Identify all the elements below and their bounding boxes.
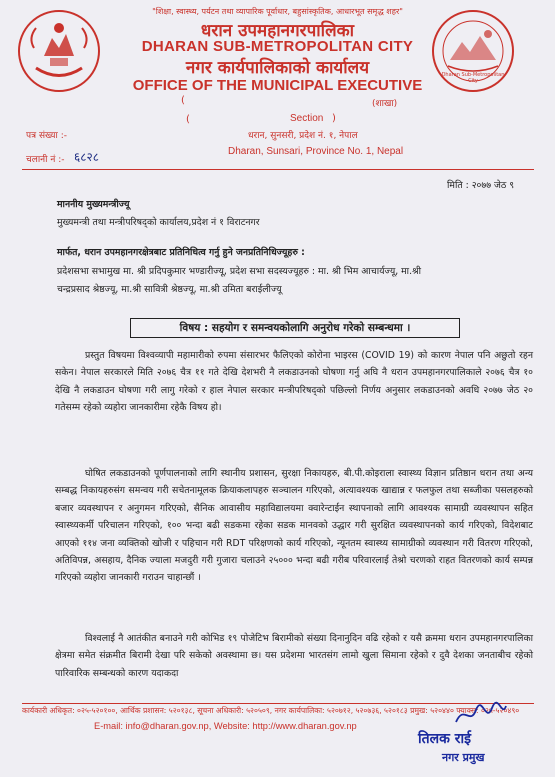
section-en: Section: [290, 113, 324, 124]
signatory-name: तिलक राई: [418, 731, 471, 747]
salutation: माननीय मुख्यमन्त्रीज्यू: [57, 199, 130, 210]
signatory-title: नगर प्रमुख: [442, 751, 485, 764]
paragraph-1: प्रस्तुत विषयमा विश्वव्यापी महामारीको रुपमा संसारभर फैलिएको कोरोना भाइरस (COVID 19) को कारण नेपाल पनि अछुतो रहन सकेन। नेपाल सरकारले मिति २०७६ चैत्र ११ गते देखि देशभरी नै लकडाउनको घोषणा गर्नु अघि नै धरान उपमहानगरपालिकाले २०७६ चैत्र १० देखि नै लकडाउन घोषणा गरी लागु गरेको र हाल नेपाल सरकार मन्त्रीपरिषद्को पछिल्लो निर्णय अनुसार लकडाउनको अवधि २०७७ जेठ २० गतेसम्म रहेको व्यहोरा जानकारीमा रहेकै विषय हो।: [55, 350, 533, 414]
org-name-en: DHARAN SUB-METROPOLITAN CITY: [141, 38, 414, 55]
representatives-line-1: प्रदेशसभा सभामुख मा. श्री प्रदिपकुमार भण्डारीज्यू, प्रदेश सभा सदस्यज्यूहरु : मा. श्री भिम आचार्यज्यू, मा.श्री: [57, 266, 422, 277]
letter-date: मिति : २०७७ जेठ ९: [447, 180, 515, 191]
header-slogan: "शिक्षा, स्वास्थ्य, पर्यटन तथा व्यापारिक पूर्वाधार, बहुसांस्कृतिक, आधारभूत समृद्ध शहर": [152, 7, 403, 16]
patra-sankhya-label: पत्र संख्या :-: [26, 131, 67, 141]
address-np: धरान, सुनसरी, प्रदेश नं. १, नेपाल: [248, 131, 358, 141]
header-divider: [22, 169, 534, 170]
footer-web: E-mail: info@dharan.gov.np, Website: http://www.dharan.gov.np: [94, 721, 357, 731]
recipient: मुख्यमन्त्री तथा मन्त्रीपरिषद्को कार्यालय,प्रदेश नं १ विराटनगर: [57, 217, 260, 228]
paragraph-2: घोषित लकडाउनको पूर्णपालनाको लागि स्थानीय प्रशासन, सुरक्षा निकायहरु, बी.पी.कोइराला स्वास्थ्य विज्ञान प्रतिष्ठान धरान तथा अन्य सम्बद्ध निकायहरुसंग समन्वय गरी सचेतनामूलक क्रियाकलापहरु सञ्चालन गरिएको, अत्यावश्यक खाद्यान्न र फलफुल तथा सब्जीका पसलहरुको बजार व्यवस्थापन र अनुगमन गरिएको, सैनिक आवासीय महाविद्यालयमा क्वारेन्टाईन स्थापनाको लागि आवश्यक सामाग्री व्यवस्थापन सहित स्वास्थ्यकर्मी परिचालन गरिएको, १०० भन्दा बढी सडकमा रहेका सडक मानवको उद्धार गरी सुरक्षित व्यवस्थापनको कार्य गरिएको, विदेशबाट आएको ११४ जना व्यक्तिको खोजी र पहिचान गरी RDT परिक्षणको कार्य गरिएको, न्यूनतम स्वास्थ्य सामाग्रीको व्यवस्थान गरी वितरण गरिएको, अतिविपन्न, असहाय, दैनिक ज्याला मजदुरी गरी गुजारा चलाउने २५००० भन्दा बढी गरीब परिवारलाई तेश्रो चरणको राहत वितरणको कार्य सम्पन्न गरिएको व्यहोरा जानकारी गराउन चाहान्छौं ।: [55, 468, 533, 584]
section-np: शाखा: [375, 99, 394, 109]
via-line: मार्फत, धरान उपमहानगरक्षेत्रबाट प्रतिनिधित्व गर्नु हुने जनप्रतिनिधिज्यूहरु :: [57, 247, 305, 258]
city-logo-text: Dharan Sub-Metropolitan City: [441, 72, 505, 84]
chalani-number: ६८२८: [74, 150, 99, 164]
org-name-np: धरान उपमहानगरपालिका: [200, 21, 355, 41]
address-en: Dharan, Sunsari, Province No. 1, Nepal: [228, 146, 404, 157]
signature-scribble-icon: [452, 700, 508, 730]
footer-contacts: कार्यकारी अधिकृत: ०२५-५२०१००, आर्थिक प्रशासन: ५२०१३८, सूचना अधिकारी: ५२०५०९, नगर कार्यपालिका: ५२०७१२, ५२०७३६, ५२०१८३ प्रमुख: ५२०४४० फ्याक्स: ०२५-५२०४९०: [22, 706, 520, 715]
chalani-label: चलानी नं :-: [26, 155, 65, 165]
paragraph-3: विश्वलाई नै आतंकीत बनाउने गरी कोभिड १९ पोजेटिभ बिरामीको संख्या दिनानुदिन वढि रहेको र यसै क्रममा धरान उपमहानगरपालिका क्षेत्रमा समेत संक्रमीत बिरामी देखा परि सकेको अवस्थामा छ। यस प्रदेशमा भारतसंग लामो खुला सिमाना रहेको र दुवै देशका जनताबीच रहेको पारिवारिक सम्बन्धको कारण यदाकदा: [55, 633, 533, 679]
letter-page: Dharan Sub-Metropolitan City "शिक्षा, स्वास्थ्य, पर्यटन तथा व्यापारिक पूर्वाधार, बहुसांस्कृतिक, आधारभूत समृद्ध शहर" धरान उपमहानगरपालिका DHARAN SUB-METROPOLITAN CITY नगर कार्यपालिकाको कार्यालय OFFICE OF THE MUNICIPAL EXECUTIVE ( (शाखा) ( Section ) पत्र संख्या :- चलानी नं :- ६८२८ धरान, सुनसरी, प्रदेश नं. १, नेपाल Dharan, Sunsari, Province No. 1, Nepal मिति : २०७७ जेठ ९ माननीय मुख्यमन्त्रीज्यू मुख्यमन्त्री तथा मन्त्रीपरिषद्को कार्यालय,प्रदेश नं १ विराटनगर मार्फत, धरान उपमहानगरक्षेत्रबाट प्रतिनिधित्व गर्नु हुने जनप्रतिनिधिज्यूहरु : प्रदेशसभा सभामुख मा. श्री प्रदिपकुमार भण्डारीज्यू, प्रदेश सभा सदस्यज्यूहरु : मा. श्री भिम आचार्यज्यू, मा.श्री चन्द्रप्रसाद श्रेष्ठज्यू, मा.श्री सावित्री श्रेष्ठज्यू, मा.श्री उमिता बराईलीज्यू विषय : सहयोग र समन्वयकोलागि अनुरोध गरेको सम्बन्धमा । प्रस्तुत विषयमा विश्वव्यापी महामारीको रुपमा संसारभर फैलिएको कोरोना भाइरस (COVID 19) को कारण नेपाल पनि अछुतो रहन सकेन। नेपाल सरकारले मिति २०७६ चैत्र ११ गते देखि देशभरी नै लकडाउनको घोषणा गर्नु अघि नै धरान उपमहानगरपालिकाले २०७६ चैत्र १० देखि नै लकडाउन घोषणा गरी लागु गरेको र हाल नेपाल सरकार मन्त्रीपरिषद्को पछिल्लो निर्णय अनुसार लकडाउनको अवधि २०७७ जेठ २० गतेसम्म रहेको व्यहोरा जानकारीमा रहेकै विषय हो। घोषित लकडाउनको पूर्णपालनाको लागि स्थानीय प्रशासन, सुरक्षा निकायहरु, बी.पी.कोइराला स्वास्थ्य विज्ञान प्रतिष्ठान धरान तथा अन्य सम्बद्ध निकायहरुसंग समन्वय गरी सचेतनामूलक क्रियाकलापहरु सञ्चालन गरिएको, अत्यावश्यक खाद्यान्न र फलफुल तथा सब्जीका पसलहरुको बजार व्यवस्थापन र अनुगमन गरिएको, सैनिक आवासीय महाविद्यालयमा क्वारेन्टाईन स्थापनाको लागि आवश्यक सामाग्री व्यवस्थापन सहित स्वास्थ्यकर्मी परिचालन गरिएको, १०० भन्दा बढी सडकमा रहेका सडक मानवको उद्धार गरी सुरक्षित व्यवस्थापनको कार्य गरिएको, विदेशबाट आएको ११४ जना व्यक्तिको खोजी र पहिचान गरी RDT परिक्षणको कार्य गरिएको, न्यूनतम स्वास्थ्य सामाग्रीको व्यवस्थान गरी वितरण गरिएको, अतिविपन्न, असहाय, दैनिक ज्याला मजदुरी गरी गुजारा चलाउने २५००० भन्दा बढी गरीब परिवारलाई तेश्रो चरणको राहत वितरणको कार्य सम्पन्न गरिएको व्यहोरा जानकारी गराउन चाहान्छौं । विश्वलाई नै आतंकीत बनाउने गरी कोभिड १९ पोजेटिभ बिरामीको संख्या दिनानुदिन वढि रहेको र यसै क्रममा धरान उपमहानगरपालिका क्षेत्रमा समेत संक्रमीत बिरामी देखा परि सकेको अवस्थामा छ। यस प्रदेशमा भारतसंग लामो खुला सिमाना रहेको र दुवै देशका जनताबीच रहेको पारिवारिक सम्बन्धको कारण यदाकदा कार्यकारी अधिकृत: ०२५-५२०१००, आर्थिक प्रशासन: ५२०१३८, सूचना अधिकारी: ५२०५०९, नगर कार्यपालिका: ५२०७१२, ५२०७३६, ५२०१८३ प्रमुख: ५२०४४० फ्याक्स: ०२५-५२०४९० E-mail: info@dharan.gov.np, Website: http://www.dharan.gov.np तिलक राई नगर प्रमुख: [0, 0, 555, 777]
office-name-en: OFFICE OF THE MUNICIPAL EXECUTIVE: [132, 77, 423, 94]
representatives-line-2: चन्द्रप्रसाद श्रेष्ठज्यू, मा.श्री सावित्री श्रेष्ठज्यू, मा.श्री उमिता बराईलीज्यू: [57, 284, 282, 295]
subject-box: विषय : सहयोग र समन्वयकोलागि अनुरोध गरेको सम्बन्धमा ।: [130, 318, 460, 338]
office-name-np: नगर कार्यपालिकाको कार्यालय: [185, 58, 370, 78]
